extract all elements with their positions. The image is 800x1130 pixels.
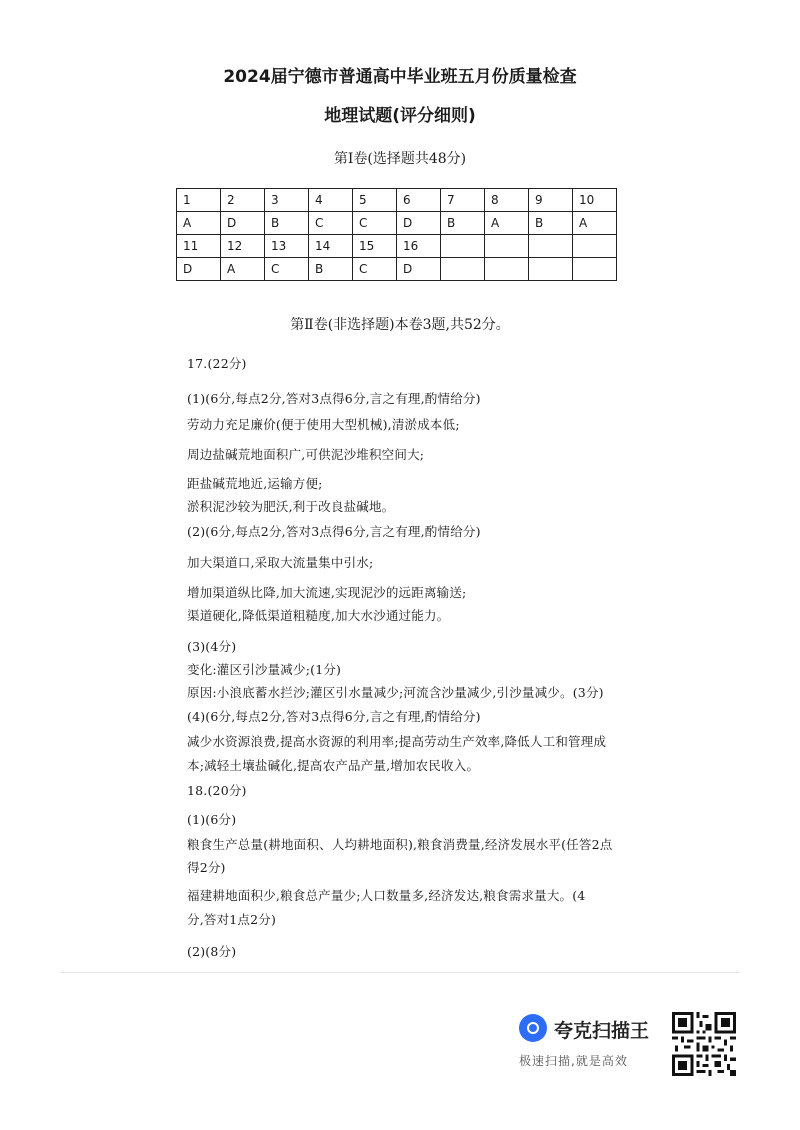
question-number-cell xyxy=(485,235,529,258)
rubric-line: 淤积泥沙较为肥沃,利于改良盐碱地。 xyxy=(187,499,395,514)
qr-code-icon xyxy=(672,1012,736,1076)
answer-cell: B xyxy=(309,258,353,281)
section-1-heading: 第Ⅰ卷(选择题共48分) xyxy=(333,151,467,167)
question-number-cell: 9 xyxy=(529,189,573,212)
question-number-cell: 4 xyxy=(309,189,353,212)
rubric-line: 劳动力充足廉价(便于使用大型机械),清淤成本低; xyxy=(187,417,460,432)
section-2-heading: 第Ⅱ卷(非选择题)本卷3题,共52分。 xyxy=(290,317,510,333)
answer-cell: D xyxy=(397,258,441,281)
answer-cell: A xyxy=(573,212,617,235)
answer-cell xyxy=(529,258,573,281)
answer-table xyxy=(176,188,617,281)
rubric-line: 原因:小浪底蓄水拦沙;灌区引水量减少;河流含沙量减少,引沙量减少。(3分) xyxy=(187,685,604,700)
answer-cell: B xyxy=(265,212,309,235)
scanner-logo-icon xyxy=(519,1014,547,1042)
answer-cell: A xyxy=(221,258,265,281)
rubric-line: 粮食生产总量(耕地面积、人均耕地面积),粮食消费量,经济发展水平(任答2点 xyxy=(187,837,613,852)
question-number-cell: 1 xyxy=(177,189,221,212)
answer-cell: D xyxy=(177,258,221,281)
answer-cell xyxy=(441,258,485,281)
question-number-cell: 6 xyxy=(397,189,441,212)
question-number-cell: 3 xyxy=(265,189,309,212)
scanner-brand-name: 夸克扫描王 xyxy=(554,1020,650,1042)
question-number-cell: 8 xyxy=(485,189,529,212)
rubric-line: (2)(6分,每点2分,答对3点得6分,言之有理,酌情给分) xyxy=(187,524,481,539)
answer-cell: B xyxy=(441,212,485,235)
question-number-cell: 15 xyxy=(353,235,397,258)
question-number-cell: 12 xyxy=(221,235,265,258)
question-number-cell: 13 xyxy=(265,235,309,258)
rubric-line: 17.(22分) xyxy=(187,356,247,371)
answer-row xyxy=(177,258,617,281)
answer-cell: A xyxy=(177,212,221,235)
question-number-cell: 16 xyxy=(397,235,441,258)
answer-cell: D xyxy=(397,212,441,235)
answer-cell: C xyxy=(353,212,397,235)
question-number-row xyxy=(177,189,617,212)
question-number-cell: 14 xyxy=(309,235,353,258)
question-number-cell: 10 xyxy=(573,189,617,212)
answer-cell: B xyxy=(529,212,573,235)
footer-divider xyxy=(60,972,740,973)
question-number-cell xyxy=(573,235,617,258)
answer-row xyxy=(177,212,617,235)
question-number-cell: 2 xyxy=(221,189,265,212)
question-number-cell: 7 xyxy=(441,189,485,212)
rubric-line: 本;减轻土壤盐碱化,提高农产品产量,增加农民收入。 xyxy=(187,758,480,773)
scanner-watermark xyxy=(519,1014,669,1076)
rubric-line: 福建耕地面积少,粮食总产量少;人口数量多,经济发达,粮食需求量大。(4 xyxy=(187,888,586,903)
question-number-cell xyxy=(529,235,573,258)
rubric-line: 变化:灌区引沙量减少;(1分) xyxy=(187,662,342,677)
rubric-line: (1)(6分) xyxy=(187,812,237,827)
rubric-line: 距盐碱荒地近,运输方便; xyxy=(187,476,323,491)
rubric-line: (4)(6分,每点2分,答对3点得6分,言之有理,酌情给分) xyxy=(187,709,481,724)
question-number-cell: 5 xyxy=(353,189,397,212)
scanner-tagline: 极速扫描,就是高效 xyxy=(519,1054,628,1068)
rubric-line: (3)(4分) xyxy=(187,639,237,654)
answer-cell: C xyxy=(265,258,309,281)
answer-cell: D xyxy=(221,212,265,235)
answer-cell xyxy=(485,258,529,281)
answer-cell: C xyxy=(309,212,353,235)
document-title: 2024届宁德市普通高中毕业班五月份质量检查 xyxy=(223,67,577,87)
answer-cell xyxy=(573,258,617,281)
rubric-line: 加大渠道口,采取大流量集中引水; xyxy=(187,555,374,570)
rubric-line: (2)(8分) xyxy=(187,944,237,959)
rubric-line: 得2分) xyxy=(187,860,226,875)
rubric-line: 增加渠道纵比降,加大流速,实现泥沙的远距离输送; xyxy=(187,585,467,600)
answer-cell: C xyxy=(353,258,397,281)
document-subtitle: 地理试题(评分细则) xyxy=(324,106,476,126)
question-number-cell: 11 xyxy=(177,235,221,258)
rubric-line: 18.(20分) xyxy=(187,783,247,798)
rubric-line: 减少水资源浪费,提高水资源的利用率;提高劳动生产效率,降低人工和管理成 xyxy=(187,734,607,749)
question-number-row xyxy=(177,235,617,258)
rubric-line: 分,答对1点2分) xyxy=(187,912,277,927)
answer-cell: A xyxy=(485,212,529,235)
rubric-line: 渠道硬化,降低渠道粗糙度,加大水沙通过能力。 xyxy=(187,608,450,623)
rubric-line: 周边盐碱荒地面积广,可供泥沙堆积空间大; xyxy=(187,447,425,462)
question-number-cell xyxy=(441,235,485,258)
rubric-line: (1)(6分,每点2分,答对3点得6分,言之有理,酌情给分) xyxy=(187,391,481,406)
